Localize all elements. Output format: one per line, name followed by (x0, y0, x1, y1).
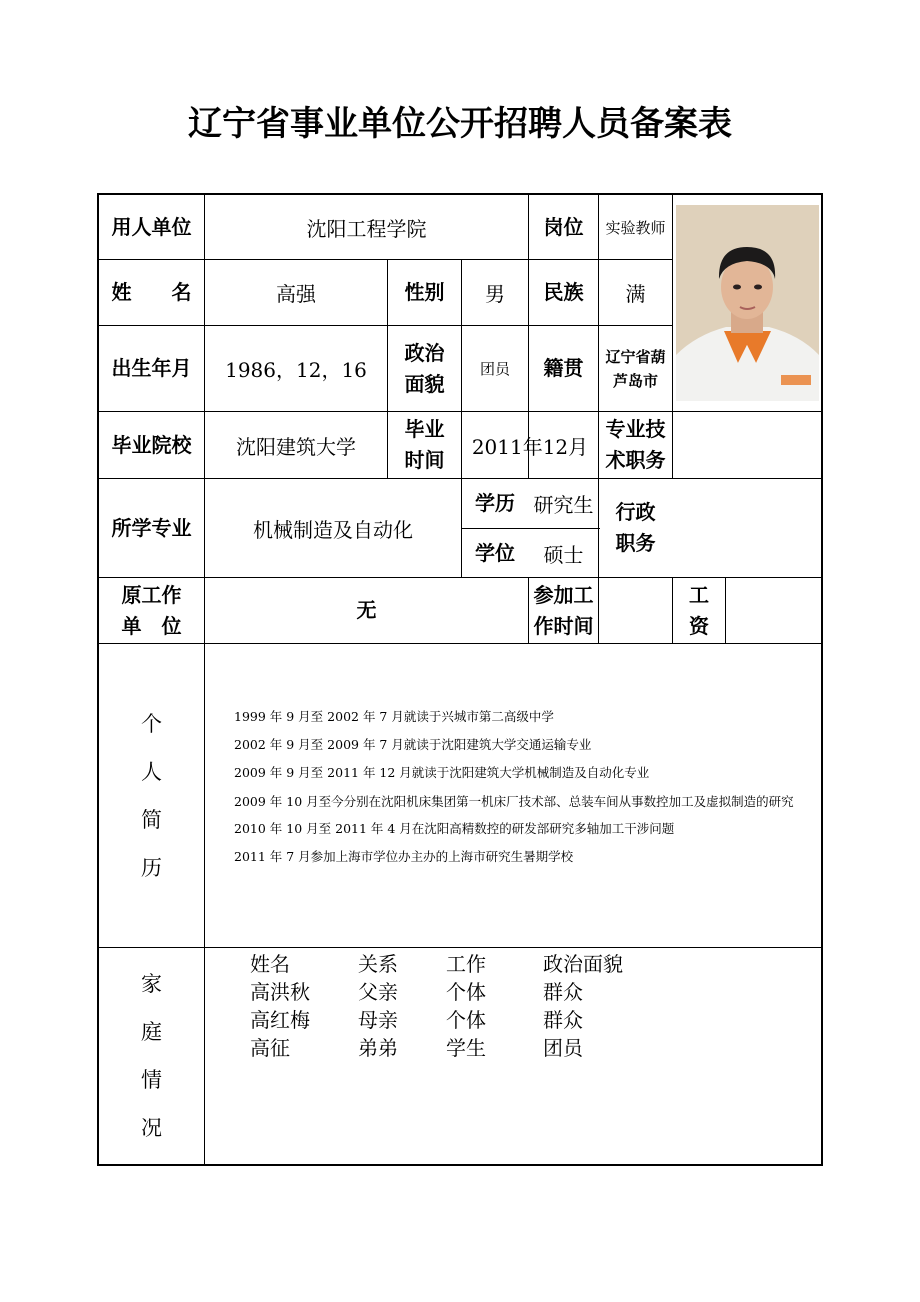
degree-value: 硕士 (543, 542, 584, 567)
work-start-label: 参加工 作时间 (533, 582, 594, 638)
position-label: 岗位 (543, 214, 584, 239)
grad-time-label: 毕业 时间 (404, 417, 445, 472)
education-label: 学历 (475, 491, 515, 515)
family-label: 家 庭 情 况 (141, 972, 162, 1140)
resume-item: 2011 年 7 月参加上海市学位办主办的上海市研究生暑期学校 (234, 849, 574, 864)
name-label: 姓 名 (111, 280, 192, 304)
page-title: 辽宁省事业单位公开招聘人员备案表 (188, 104, 732, 144)
work-start-value (599, 578, 672, 643)
major-value: 机械制造及自动化 (253, 517, 413, 542)
family-table (250, 950, 663, 1062)
family-header-row: 姓名 关系 工作 政治面貌 (250, 952, 623, 976)
salary-label: 工 资 (689, 582, 709, 638)
resume-item: 1999 年 9 月至 2002 年 7 月就读于兴城市第二高级中学 (234, 709, 554, 724)
birth-label: 出生年月 (111, 356, 192, 380)
ethnicity-label: 民族 (543, 280, 584, 304)
degree-label: 学位 (475, 540, 515, 565)
employer-label: 用人单位 (111, 214, 192, 239)
grad-time-value: 2011年12月 (471, 434, 589, 459)
position-value: 实验教师 (605, 218, 666, 237)
gender-label: 性别 (404, 280, 445, 304)
resume-label: 个 人 简 历 (141, 711, 162, 880)
employer-value: 沈阳工程学院 (306, 216, 427, 241)
resume-list (210, 703, 822, 871)
salary-value (726, 578, 821, 643)
school-value: 沈阳建筑大学 (236, 434, 356, 459)
resume-item: 2002 年 9 月至 2009 年 7 月就读于沈阳建筑大学交通运输专业 (234, 737, 592, 752)
family-row: 高洪秋 父亲 个体 群众 (250, 980, 583, 1004)
prev-employer-value: 无 (356, 598, 377, 622)
resume-item: 2009 年 9 月至 2011 年 12 月就读于沈阳建筑大学机械制造及自动化专业 (234, 765, 650, 780)
family-row: 高征 弟弟 学生 团员 (250, 1036, 583, 1060)
major-label: 所学专业 (111, 515, 192, 540)
native-place-value: 辽宁省葫 芦岛市 (605, 347, 666, 390)
gender-value: 男 (485, 282, 505, 306)
political-value: 团员 (479, 360, 510, 378)
prev-employer-label: 原工作 单 位 (121, 582, 182, 638)
person-photo (676, 205, 819, 401)
admin-post-label: 行政 职务 (615, 500, 656, 555)
resume-item: 2010 年 10 月至 2011 年 4 月在沈阳高精数控的研发部研究多轴加工干涉问题 (234, 821, 675, 836)
tech-title-value (673, 412, 821, 478)
ethnicity-value: 满 (625, 282, 646, 306)
school-label: 毕业院校 (111, 432, 192, 457)
education-value: 研究生 (533, 493, 594, 517)
resume-item: 2009 年 10 月至今分别在沈阳机床集团第一机床厂技术部、总装车间从事数控加工及虚拟制造的研究 (234, 794, 794, 809)
political-label: 政治 面貌 (404, 340, 445, 396)
tech-title-label: 专业技 术职务 (605, 417, 666, 472)
birth-value: 1986，12，16 (225, 358, 367, 382)
admin-post-value (673, 479, 821, 577)
family-row: 高红梅 母亲 个体 群众 (250, 1008, 583, 1032)
name-value: 高强 (276, 282, 316, 306)
native-place-label: 籍贯 (543, 356, 584, 380)
